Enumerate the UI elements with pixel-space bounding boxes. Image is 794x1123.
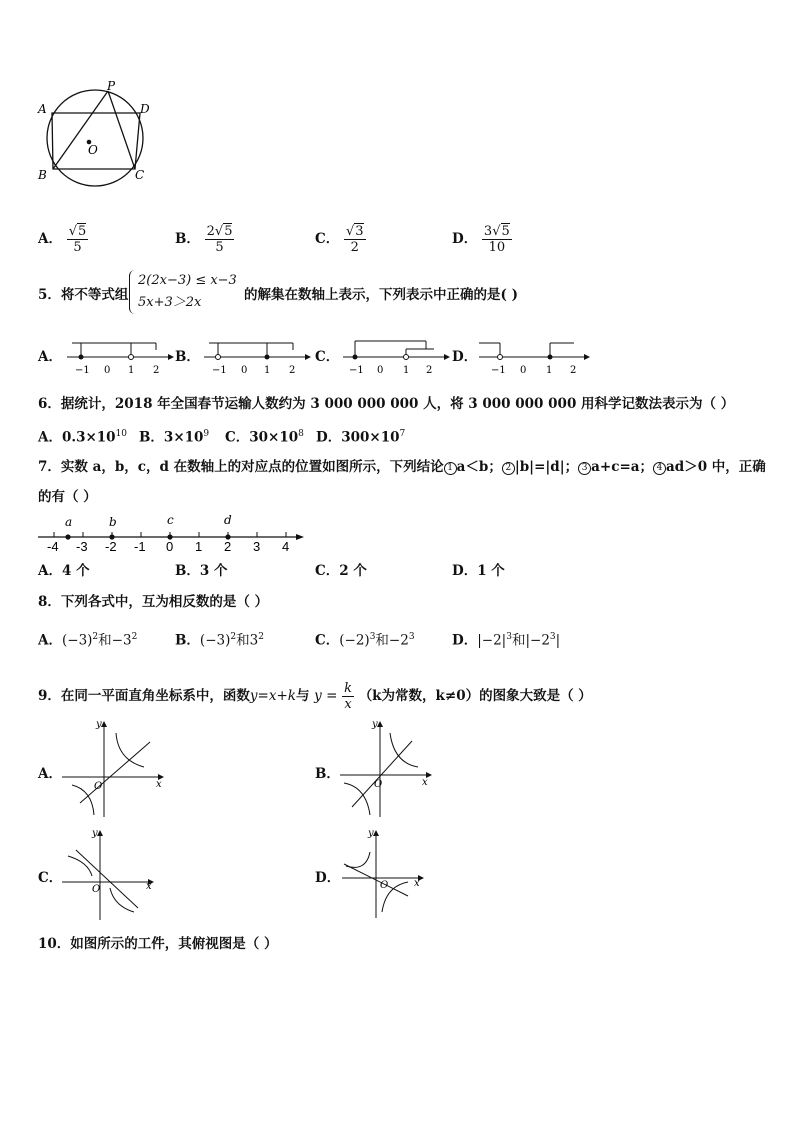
q7-option-d[interactable]: D．1 个 bbox=[452, 563, 505, 579]
svg-text:−1: −1 bbox=[491, 365, 506, 376]
label-d: D bbox=[140, 102, 150, 116]
svg-text:−1: −1 bbox=[349, 365, 364, 376]
q7-stem-line1: 7．实数 a，b，c，d 在数轴上的对应点的位置如图所示，下列结论 1 a＜b； 2 |b|=|d|； 3 a+c=a； 4 ad＞0 中，正确 bbox=[38, 459, 766, 475]
q8-option-b[interactable]: B．$(-3)^2$和$3^2$ bbox=[175, 632, 264, 649]
svg-text:y: y bbox=[372, 719, 378, 730]
q5-option-b[interactable]: B． bbox=[175, 349, 200, 365]
svg-text:−1: −1 bbox=[212, 365, 227, 376]
q5-option-a[interactable]: A． bbox=[38, 349, 62, 365]
svg-text:a: a bbox=[65, 515, 73, 529]
q5-system bbox=[138, 270, 237, 314]
q9-graph-b bbox=[336, 715, 446, 824]
svg-text:-4: -4 bbox=[47, 539, 59, 554]
svg-text:O: O bbox=[380, 880, 389, 891]
q5-inequality-2: 5x+3＞2x bbox=[138, 295, 202, 310]
circled-1: 1 bbox=[444, 462, 457, 475]
svg-text:x: x bbox=[422, 777, 428, 788]
svg-text:2: 2 bbox=[426, 365, 433, 376]
q9-graph-a bbox=[58, 715, 168, 824]
svg-text:O: O bbox=[92, 884, 101, 895]
svg-text:2: 2 bbox=[289, 365, 296, 376]
segment-pc bbox=[108, 91, 135, 169]
circled-3: 3 bbox=[578, 462, 591, 475]
svg-text:0: 0 bbox=[241, 365, 248, 376]
fraction: $\frac{√5}{5}$ bbox=[68, 224, 87, 255]
q7-option-b[interactable]: B．3 个 bbox=[175, 563, 228, 579]
svg-text:0: 0 bbox=[377, 365, 384, 376]
label-a: A bbox=[38, 102, 47, 116]
svg-text:y: y bbox=[92, 828, 98, 839]
q7-option-c[interactable]: C．2 个 bbox=[315, 563, 367, 579]
svg-text:1: 1 bbox=[128, 365, 135, 376]
fraction: $\frac{√3}{2}$ bbox=[345, 224, 364, 255]
svg-text:0: 0 bbox=[104, 365, 111, 376]
q4-option-b[interactable]: B． $\frac{2√5}{5}$ bbox=[175, 224, 233, 255]
q9-option-c[interactable]: C． bbox=[38, 870, 63, 886]
q10-stem: 10．如图所示的工件，其俯视图是（ ） bbox=[38, 936, 278, 952]
rectangle-abcd bbox=[52, 113, 140, 169]
svg-text:1: 1 bbox=[403, 365, 410, 376]
svg-text:y: y bbox=[96, 719, 102, 730]
circled-4: 4 bbox=[653, 462, 666, 475]
q8-stem: 8．下列各式中，互为相反数的是（ ） bbox=[38, 594, 269, 610]
q5-option-d[interactable]: D． bbox=[452, 349, 478, 365]
q5-inequality-1: 2(2x−3) ≤ x−3 bbox=[138, 273, 237, 288]
q6-option-c[interactable]: C．$30\times 10^8$ bbox=[225, 429, 304, 446]
q4-option-c[interactable]: C． $\frac{√3}{2}$ bbox=[315, 224, 364, 255]
q7-numberline bbox=[36, 510, 306, 558]
svg-text:x: x bbox=[156, 779, 162, 790]
label-p: P bbox=[107, 79, 116, 93]
svg-text:c: c bbox=[167, 513, 174, 527]
q5-option-c[interactable]: C． bbox=[315, 349, 340, 365]
label-b: B bbox=[38, 168, 47, 182]
q8-option-d[interactable]: D．$|-2|^3$和$|-2^3|$ bbox=[452, 632, 561, 649]
svg-text:-2: -2 bbox=[105, 539, 117, 554]
q7-stem-line2: 的有（ ） bbox=[38, 489, 97, 505]
q4-figure bbox=[33, 78, 158, 200]
svg-text:1: 1 bbox=[546, 365, 553, 376]
q5-stem-suffix: 的解集在数轴上表示，下列表示中正确的是( ) bbox=[244, 287, 518, 303]
q9-option-a[interactable]: A． bbox=[38, 766, 62, 782]
q9-option-d[interactable]: D． bbox=[315, 870, 341, 886]
svg-text:b: b bbox=[109, 515, 117, 529]
point-a bbox=[65, 534, 70, 539]
q8-option-a[interactable]: A．$(-3)^2$和$-3^2$ bbox=[38, 632, 138, 649]
q9-graph-d bbox=[338, 826, 448, 926]
q5-brace bbox=[129, 270, 138, 314]
q9-graph-c bbox=[58, 826, 168, 926]
q5-numberline-d bbox=[476, 336, 594, 380]
svg-text:x: x bbox=[146, 881, 152, 892]
q4-option-d[interactable]: D． $\frac{3√5}{10}$ bbox=[452, 224, 510, 255]
q6-option-a[interactable]: A．$0.3\times 10^{10}$ bbox=[38, 429, 128, 446]
segment-pb bbox=[53, 91, 108, 169]
label-c: C bbox=[135, 168, 145, 182]
fraction: $\frac{3√5}{10}$ bbox=[483, 224, 510, 255]
svg-text:O: O bbox=[94, 781, 103, 792]
q9-stem: 9．在同一平面直角坐标系中，函数y=x+k与 y = $\frac{k}{x}$ （k为常数，k≠0）的图象大致是（ ） bbox=[38, 681, 592, 712]
svg-text:-3: -3 bbox=[76, 539, 88, 554]
svg-text:y: y bbox=[368, 828, 374, 839]
q5-numberline-b bbox=[201, 336, 313, 380]
svg-text:0: 0 bbox=[166, 539, 174, 554]
svg-text:1: 1 bbox=[195, 539, 203, 554]
q4-option-a[interactable]: A． $\frac{√5}{5}$ bbox=[38, 224, 87, 255]
svg-text:4: 4 bbox=[282, 539, 290, 554]
svg-text:x: x bbox=[414, 878, 420, 889]
q6-stem: 6．据统计，2018 年全国春节运输人数约为 3 000 000 000 人，将 3 000 000 000 用科学记数法表示为（ ） bbox=[38, 396, 735, 412]
svg-text:3: 3 bbox=[253, 539, 261, 554]
svg-text:2: 2 bbox=[570, 365, 577, 376]
q9-option-b[interactable]: B． bbox=[315, 766, 340, 782]
q7-option-a[interactable]: A．4 个 bbox=[38, 563, 90, 579]
svg-text:0: 0 bbox=[520, 365, 527, 376]
svg-text:1: 1 bbox=[264, 365, 271, 376]
q6-option-b[interactable]: B．$3\times 10^9$ bbox=[139, 429, 210, 446]
svg-text:d: d bbox=[224, 513, 232, 527]
label-o: O bbox=[88, 143, 98, 157]
q5-numberline-a bbox=[64, 336, 176, 380]
svg-text:-1: -1 bbox=[134, 539, 146, 554]
q9-fraction: $\frac{k}{x}$ bbox=[344, 681, 352, 712]
circle-o bbox=[47, 90, 143, 186]
circled-2: 2 bbox=[502, 462, 515, 475]
q8-option-c[interactable]: C．$(-2)^3$和$-2^3$ bbox=[315, 632, 415, 649]
svg-text:2: 2 bbox=[153, 365, 160, 376]
svg-text:2: 2 bbox=[224, 539, 232, 554]
svg-text:−1: −1 bbox=[75, 365, 90, 376]
q5-numberline-c bbox=[340, 336, 452, 380]
fraction: $\frac{2√5}{5}$ bbox=[206, 224, 233, 255]
q6-option-d[interactable]: D．$300\times 10^7$ bbox=[316, 429, 406, 446]
svg-text:O: O bbox=[374, 779, 383, 790]
q5-stem-prefix: 5．将不等式组 bbox=[38, 287, 129, 303]
